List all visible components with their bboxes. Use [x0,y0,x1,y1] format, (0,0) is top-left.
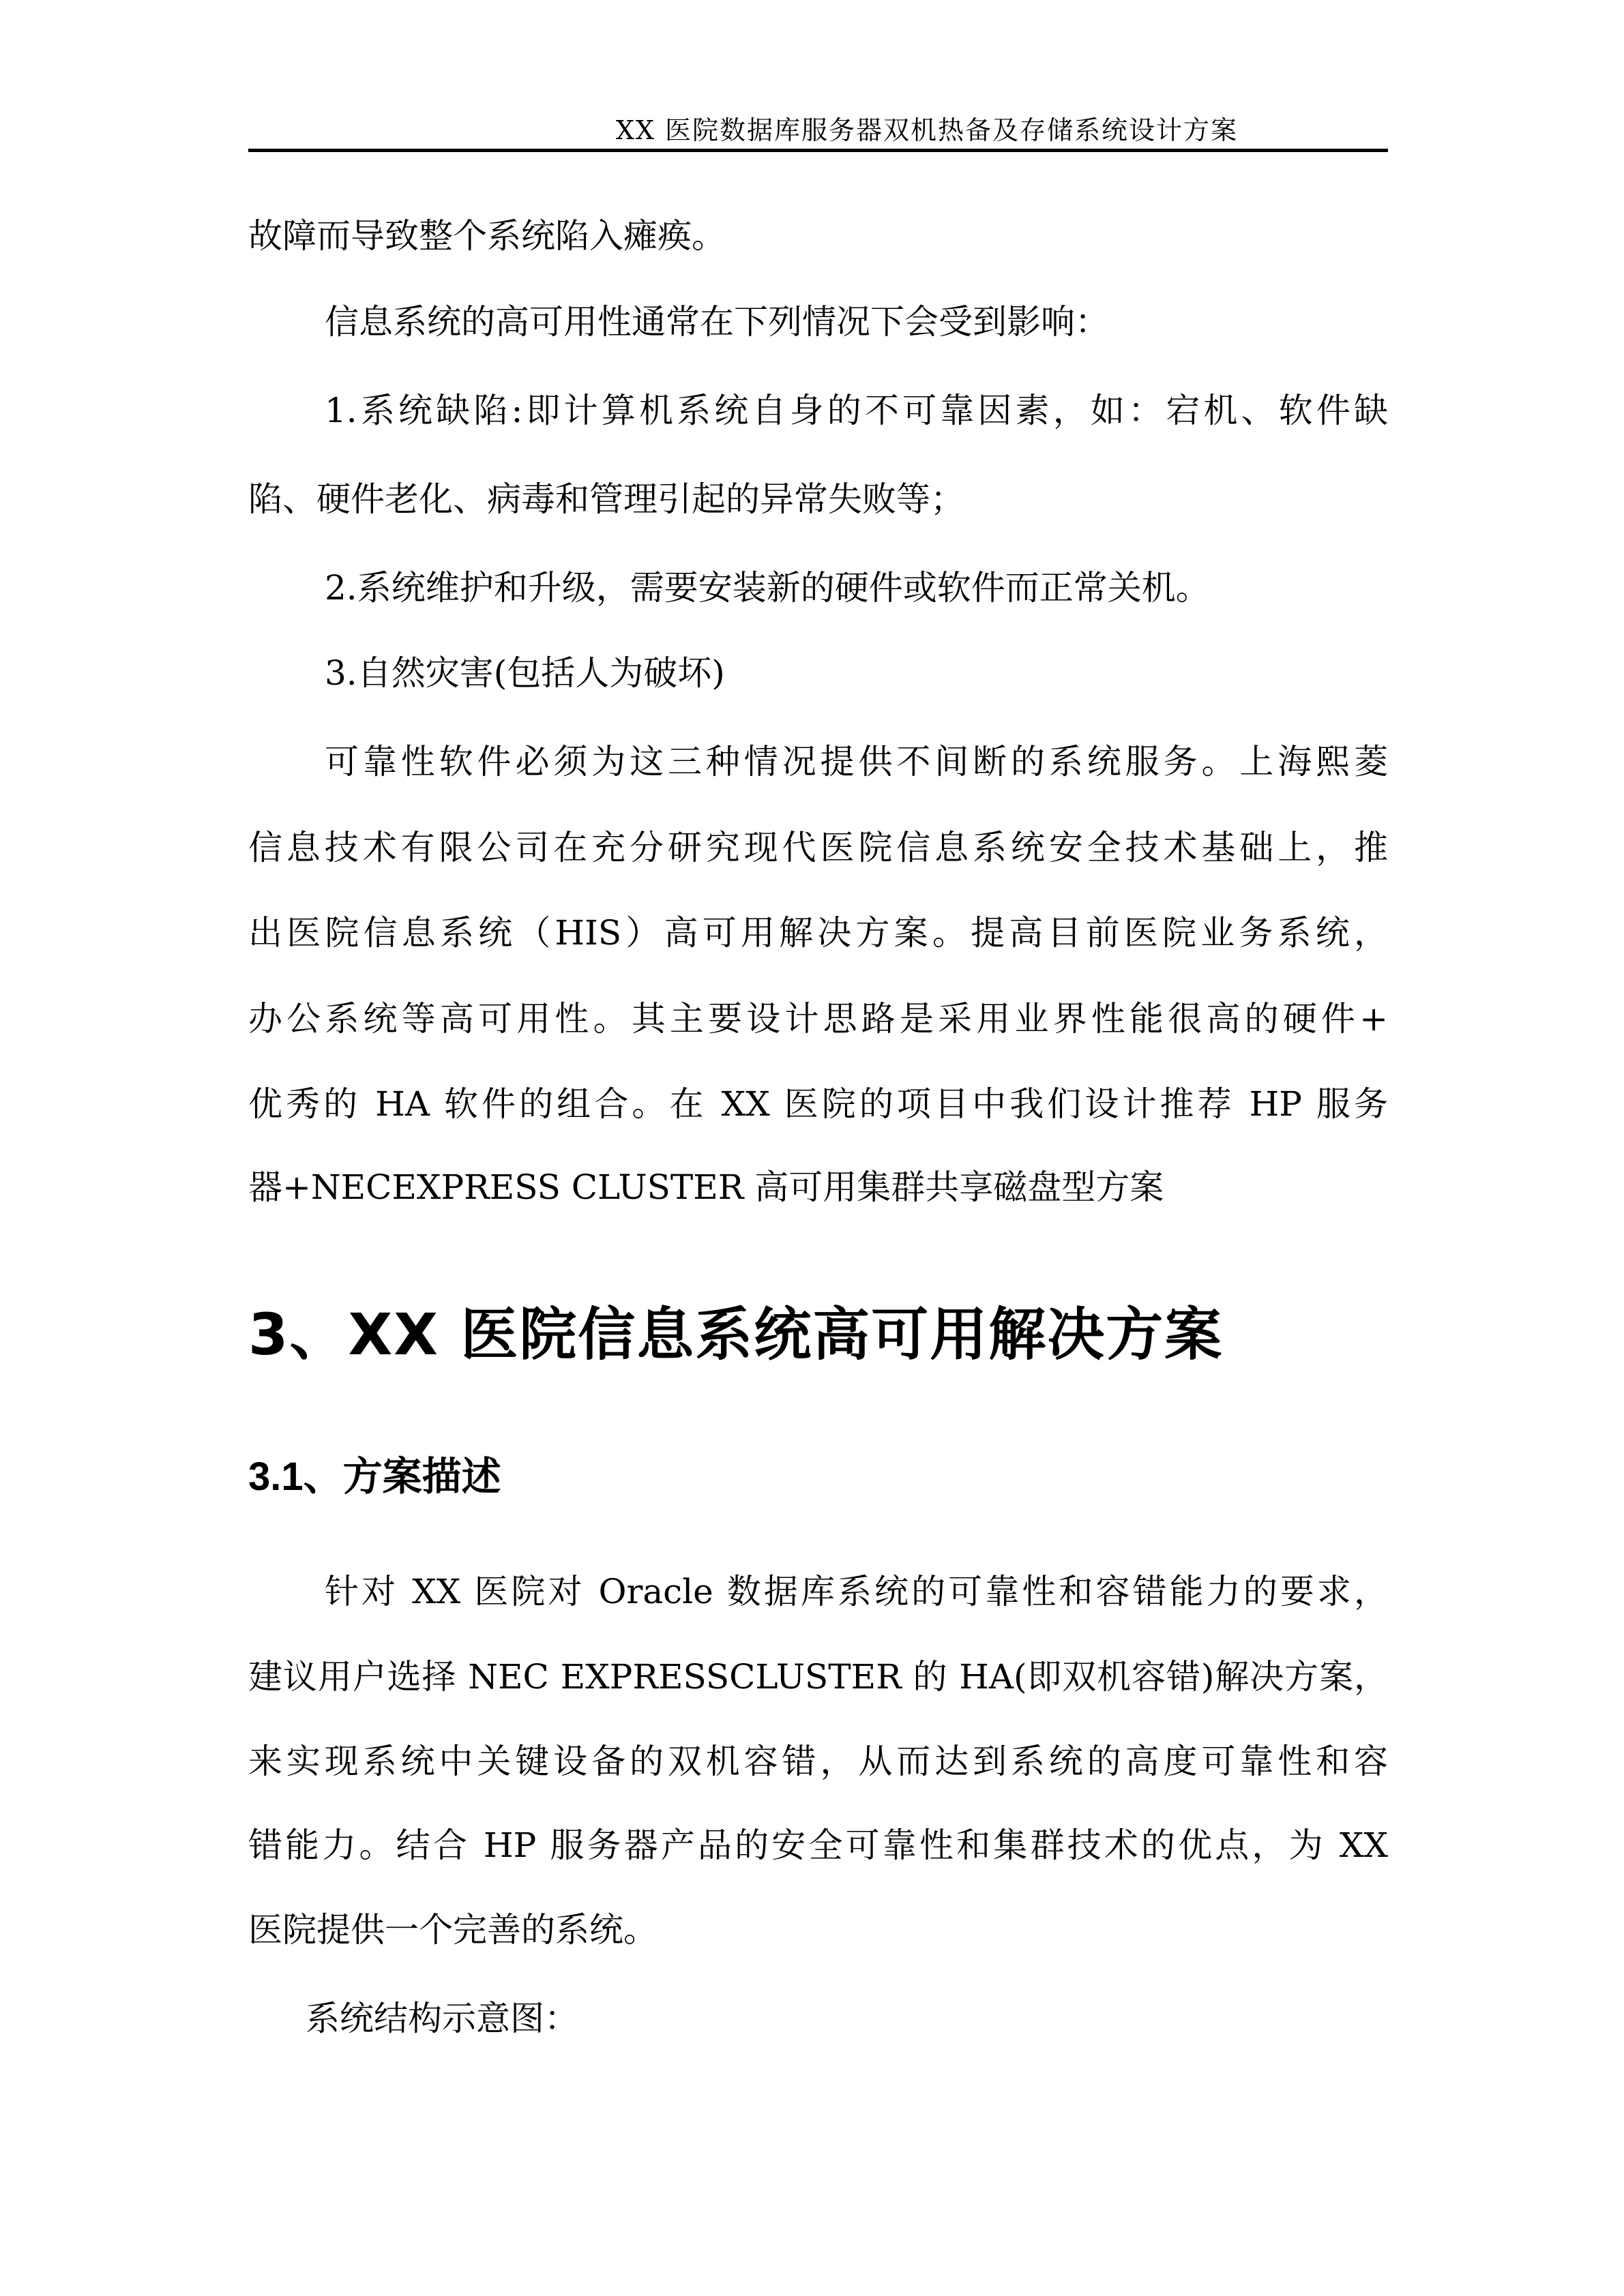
body-line: 陷、硬件老化、病毒和管理引起的异常失败等； [248,479,964,519]
body-line: 来实现系统中关键设备的双机容错，从而达到系统的高度可靠性和容 [248,1742,1388,1781]
section-heading: 3、XX 医院信息系统高可用解决方案 [248,1301,1224,1368]
body-line: 3.自然灾害(包括人为破坏) [325,653,725,693]
body-line: 可靠性软件必须为这三种情况提供不间断的系统服务。上海熙菱 [325,742,1388,781]
body-line: 信息系统的高可用性通常在下列情况下会受到影响： [325,302,1109,342]
body-line: 信息技术有限公司在充分研究现代医院信息系统安全技术基础上，推 [248,828,1388,867]
body-line: 建议用户选择 NEC EXPRESSCLUSTER 的 HA(即双机容错)解决方案， [248,1657,1388,1697]
body-line: 2.系统维护和升级，需要安装新的硬件或软件而正常关机。 [325,568,1210,608]
body-line: 故障而导致整个系统陷入瘫痪。 [248,216,726,256]
body-line: 办公系统等高可用性。其主要设计思路是采用业界性能很高的硬件+ [248,999,1388,1039]
body-line: 出医院信息系统（HIS）高可用解决方案。提高目前医院业务系统， [248,913,1388,953]
subsection-heading: 3.1、方案描述 [248,1455,501,1499]
body-line: 1.系统缺陷:即计算机系统自身的不可靠因素，如：宕机、软件缺 [325,391,1388,430]
body-line: 优秀的 HA 软件的组合。在 XX 医院的项目中我们设计推荐 HP 服务 [248,1084,1388,1124]
body-line: 针对 XX 医院对 Oracle 数据库系统的可靠性和容错能力的要求， [325,1572,1388,1611]
body-line: 错能力。结合 HP 服务器产品的安全可靠性和集群技术的优点，为 XX [248,1825,1388,1865]
figure-caption-label: 系统结构示意图： [306,1999,578,2038]
running-header: XX 医院数据库服务器双机热备及存储系统设计方案 [615,115,1238,145]
body-line: 器+NECEXPRESS CLUSTER 高可用集群共享磁盘型方案 [248,1167,1164,1207]
body-line: 医院提供一个完善的系统。 [248,1910,658,1950]
header-rule [248,149,1388,152]
